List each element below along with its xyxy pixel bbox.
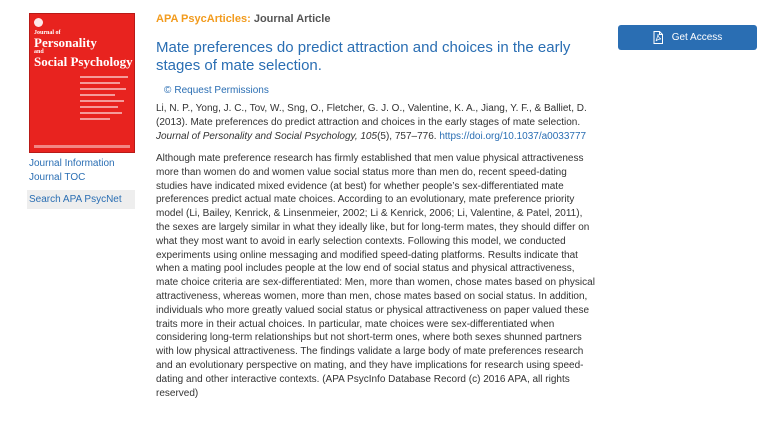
article-title: Mate preferences do predict attraction and choices in the early stages of mate selection. xyxy=(156,39,571,74)
doi-link[interactable]: https://doi.org/10.1037/a0033777 xyxy=(439,131,587,142)
cover-decoration xyxy=(80,76,130,124)
article-kicker xyxy=(156,13,330,25)
get-access-label: Get Access xyxy=(671,32,723,43)
request-permissions-label: Request Permissions xyxy=(174,85,269,96)
journal-cover-title: Journal of Personality and Social Psychology xyxy=(34,30,133,69)
brand-label: APA PsycArticles: xyxy=(156,13,251,25)
copyright-icon: © xyxy=(164,85,172,96)
get-access-button[interactable] xyxy=(618,25,757,50)
citation xyxy=(156,102,596,144)
apa-seal-icon xyxy=(34,18,43,27)
journal-information-link[interactable]: Journal Information xyxy=(29,158,115,169)
citation-pages: (5), 757–776. xyxy=(377,131,440,142)
abstract: Although mate preference research has firmly established that men value physical attractiveness more than women do and women value social status more than men do, recent speed-dating studies have indicated mixed evidence (at best) for whether people’s sex-differentiated mate preferences predict actual mate choices. According to an evolutionary, mate preference priority model (Li, Bailey, Kenrick, & Linsenmeier, 2002; Li & Kenrick, 2006; Li, Valentine, & Patel, 2011), the sexes are largely similar in what they ideally like, but for long-term mates, they should differ on what they most want to avoid in early selection contexts. Following this model, we conducted experiments using online messaging and modified speed-dating platforms. Results indicate that when a mating pool includes people at the low end of social status and physical attractiveness, mate choice criteria are sex-differentiated: Men, more than women, chose mates based on physical attractiveness, whereas women, more than men, chose mates based on social status. In addition, individuals who more greatly valued social status or physical attractiveness on paper valued these traits more in their actual choices. In particular, mate choices were sex-differentiated when considering long-term relationships but not short-term ones, where both sexes shunned partners with low physical attractiveness. The findings validate a large body of mate preferences research and an evolutionary perspective on mating, and they have implications for research using speed-dating and other interactive contexts. (APA PsycInfo Database Record (c) 2016 APA, all rights reserved) xyxy=(156,153,595,399)
journal-toc-link[interactable]: Journal TOC xyxy=(29,172,86,183)
citation-authors: Li, N. P., Yong, J. C., Tov, W., Sng, O., Fletcher, G. J. O., Valentine, K. A., Jiang, Y. F., & Balliet, D. (2013). Mate preferences do predict attraction and choices in the early stages of mate selection. xyxy=(156,103,587,128)
pdf-icon xyxy=(653,31,663,44)
request-permissions-link[interactable] xyxy=(164,85,269,96)
journal-cover-image[interactable] xyxy=(29,13,135,153)
cover-footer-bar xyxy=(34,145,130,148)
search-apa-psycnet-link[interactable]: Search APA PsycNet xyxy=(27,190,135,209)
article-type-label: Journal Article xyxy=(250,13,331,25)
citation-journal: Journal of Personality and Social Psychology, 105 xyxy=(156,131,378,142)
